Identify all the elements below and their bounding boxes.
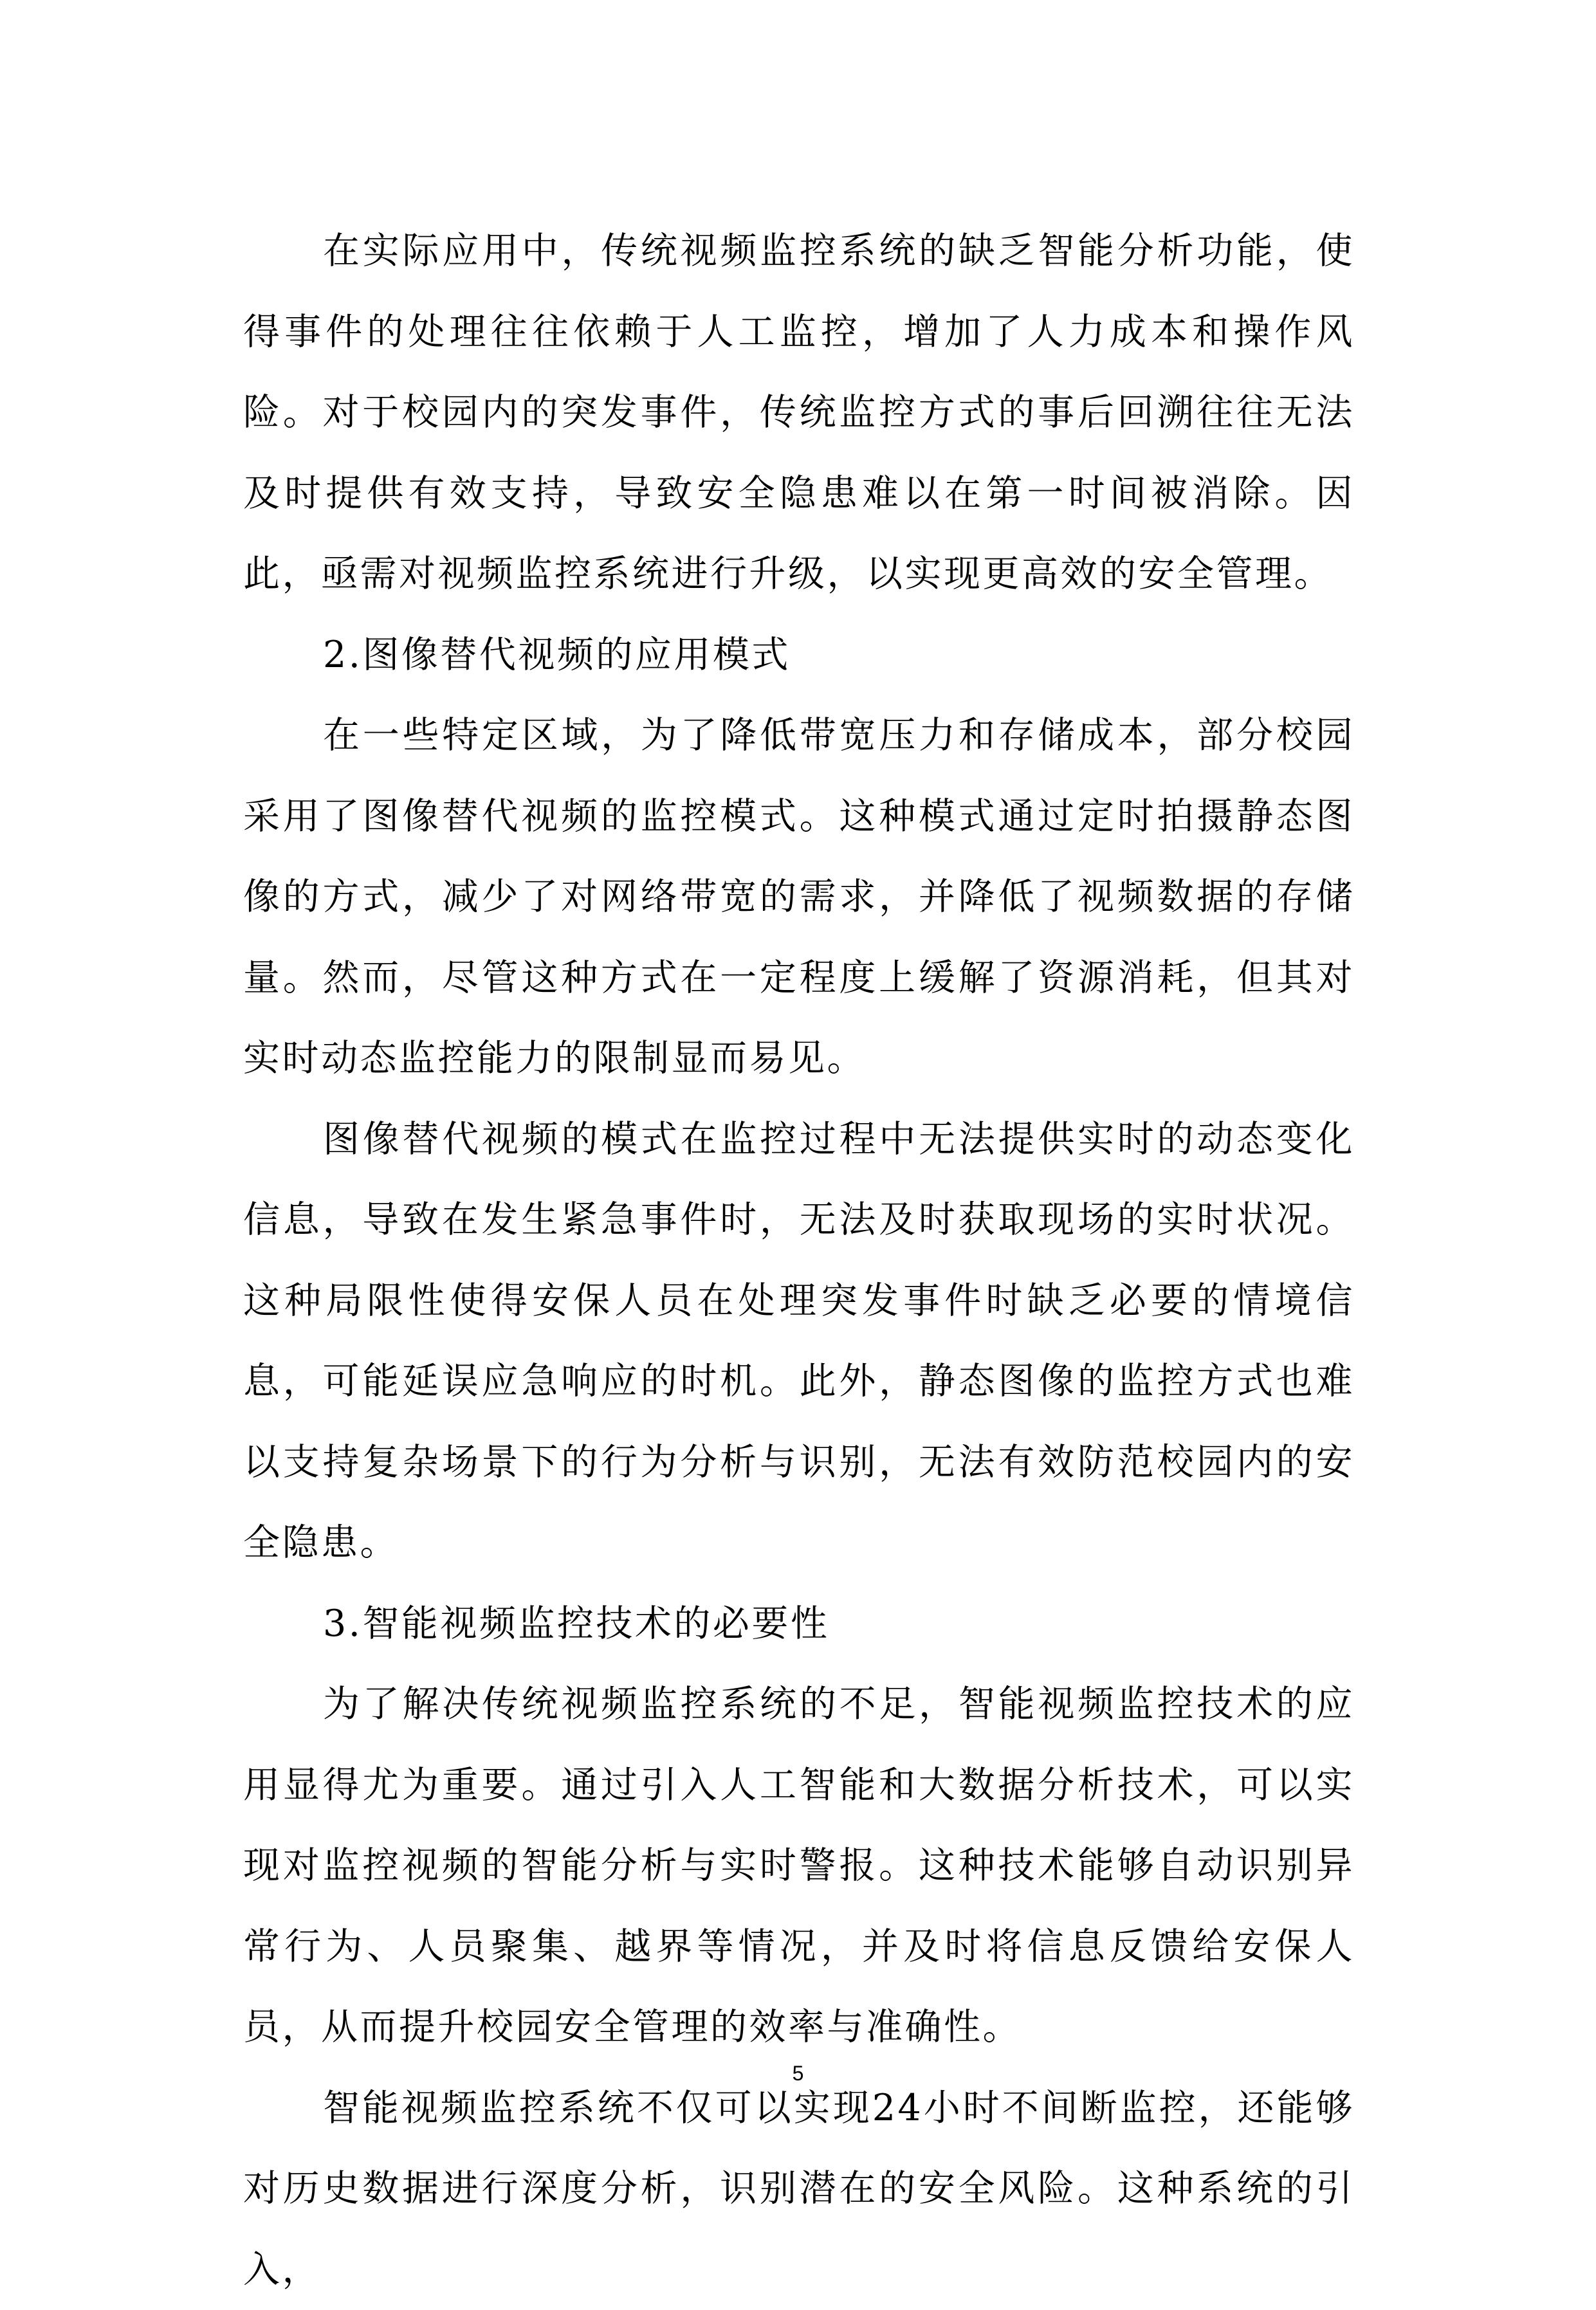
paragraph-traditional-monitoring-limits: 在实际应用中，传统视频监控系统的缺乏智能分析功能，使得事件的处理往往依赖于人工监控，增加了人力成本和操作风险。对于校园内的突发事件，传统监控方式的事后回溯往往无法及时提供有效支持，导致安全隐患难以在第一时间被消除。因此，亟需对视频监控系统进行升级，以实现更高效的安全管理。 [243, 211, 1355, 615]
document-body [243, 211, 1355, 2310]
paragraph-intelligent-monitoring-need: 为了解决传统视频监控系统的不足，智能视频监控技术的应用显得尤为重要。通过引入人工智能和大数据分析技术，可以实现对监控视频的智能分析与实时警报。这种技术能够自动识别异常行为、人员聚集、越界等情况，并及时将信息反馈给安保人员，从而提升校园安全管理的效率与准确性。 [243, 1664, 1355, 2068]
paragraph-image-mode-drawbacks: 图像替代视频的模式在监控过程中无法提供实时的动态变化信息，导致在发生紧急事件时，无法及时获取现场的实时状况。这种局限性使得安保人员在处理突发事件时缺乏必要的情境信息，可能延误应急响应的时机。此外，静态图像的监控方式也难以支持复杂场景下的行为分析与识别，无法有效防范校园内的安全隐患。 [243, 1099, 1355, 1584]
section-heading-intelligent-monitoring: 3.智能视频监控技术的必要性 [243, 1584, 1355, 1665]
paragraph-intelligent-monitoring-benefits: 智能视频监控系统不仅可以实现24小时不间断监控，还能够对历史数据进行深度分析，识别潜在的安全风险。这种系统的引入， [243, 2068, 1355, 2310]
page-number: 5 [0, 2062, 1596, 2085]
section-heading-image-replacement: 2.图像替代视频的应用模式 [243, 615, 1355, 696]
paragraph-image-mode-intro: 在一些特定区域，为了降低带宽压力和存储成本，部分校园采用了图像替代视频的监控模式。这种模式通过定时拍摄静态图像的方式，减少了对网络带宽的需求，并降低了视频数据的存储量。然而，尽管这种方式在一定程度上缓解了资源消耗，但其对实时动态监控能力的限制显而易见。 [243, 695, 1355, 1099]
